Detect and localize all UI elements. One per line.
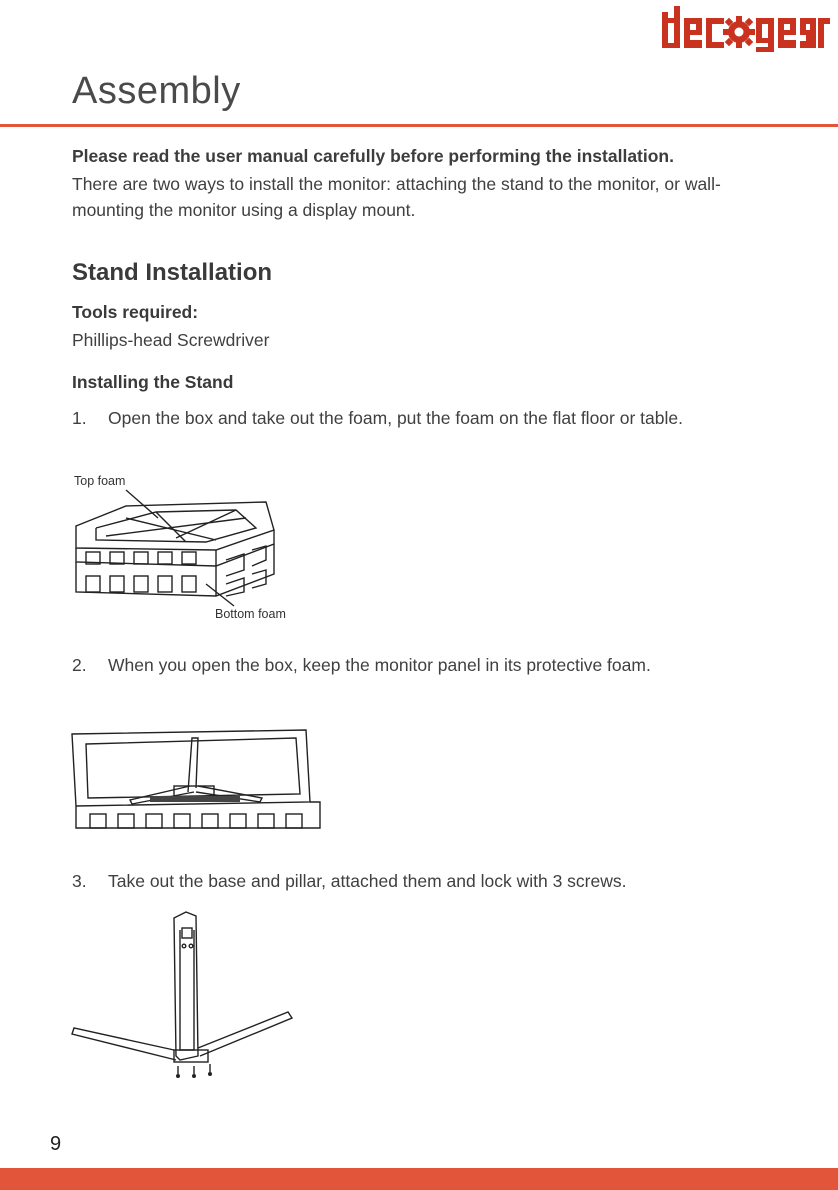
intro-block: [72, 146, 772, 223]
page-title: Assembly: [72, 70, 241, 112]
intro-text: There are two ways to install the monitor: attaching the stand to the monitor, or wall-mounting the monitor using a display mount.: [72, 174, 721, 220]
step-2: [72, 651, 772, 711]
bottom-foam-label: Bottom foam: [215, 607, 286, 621]
top-foam-label: Top foam: [74, 474, 126, 488]
step-text: When you open the box, keep the monitor panel in its protective foam.: [108, 655, 651, 675]
step-number: 1.: [72, 408, 87, 428]
step-text: Open the box and take out the foam, put the foam on the flat floor or table.: [108, 408, 683, 428]
step-1: [72, 404, 772, 464]
step-text: Take out the base and pillar, attached them and lock with 3 screws.: [108, 871, 627, 891]
tools-heading: Tools required:: [72, 302, 199, 322]
foam-illustration: [66, 488, 298, 610]
monitor-in-foam-illustration: [70, 726, 322, 832]
title-divider: [0, 124, 838, 127]
deco-gear-logo: [660, 4, 832, 54]
section-heading: Stand Installation: [72, 259, 273, 286]
tools-text: Phillips-head Screwdriver: [72, 330, 270, 350]
page-number: 9: [50, 1133, 62, 1155]
intro-lead: Please read the user manual carefully before performing the installation.: [72, 146, 674, 166]
step-3: [72, 867, 772, 897]
stand-with-screws-illustration: [70, 910, 300, 1082]
footer-bar: [0, 1168, 838, 1190]
installing-subheading: Installing the Stand: [72, 372, 234, 392]
step-number: 3.: [72, 871, 87, 891]
step-number: 2.: [72, 655, 87, 675]
